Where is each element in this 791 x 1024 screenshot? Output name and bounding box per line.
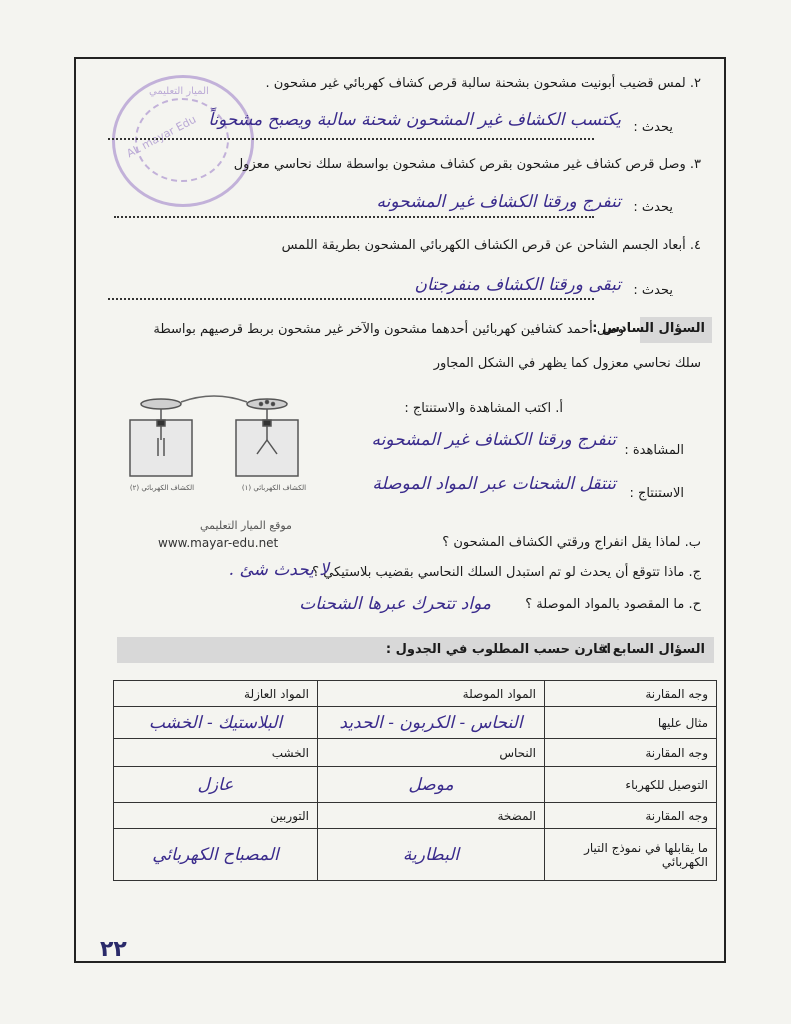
table-cell[interactable]: عازل (114, 767, 318, 803)
table-cell: النحاس (318, 739, 545, 767)
table-cell: الخشب (114, 739, 318, 767)
observation-label: المشاهدة : (624, 443, 684, 458)
electroscope-2 (130, 399, 192, 476)
answer-2[interactable]: يكتسب الكشاف غير المشحون شحنة سالبة ويصبح مشحوناً (208, 110, 621, 130)
answer-3[interactable]: تنفرج ورقتا الكشاف غير المشحونه (376, 192, 621, 212)
q6-part-d-answer[interactable]: مواد تتحرك عبرها الشحنات (299, 594, 491, 614)
table-row (114, 803, 717, 829)
copper-wire (181, 396, 247, 402)
table-row (114, 707, 717, 739)
table-cell: المواد الموصلة (318, 681, 545, 707)
table-cell[interactable]: البطارية (318, 829, 545, 881)
watermark-arabic: موقع الميار التعليمي (200, 519, 292, 532)
table-row (114, 767, 717, 803)
q6-part-c: ج. ماذا تتوقع أن يحدث لو تم استبدل السلك النحاسي بقضيب بلاستيكي ؟ (312, 565, 701, 580)
q6-text-1: وصل أحمد كشافين كهربائين أحدهما مشحون والآخر غير مشحون بربط قرصيهم بواسطة (153, 322, 624, 337)
table-row (114, 681, 717, 707)
q6-part-c-answer[interactable]: لا يحدث شئ . (228, 560, 329, 580)
svg-text:الكشاف الكهربائي (١): الكشاف الكهربائي (١) (241, 484, 306, 492)
table-row (114, 739, 717, 767)
happens-label-4: يحدث : (633, 283, 673, 298)
svg-text:الكشاف الكهربائي (٢): الكشاف الكهربائي (٢) (129, 484, 195, 492)
electroscopes-figure (124, 390, 306, 500)
q6-text-2: سلك نحاسي معزول كما يظهر في الشكل المجاور (433, 356, 701, 371)
table-cell: التوربين (114, 803, 318, 829)
q6-part-d: ح. ما المقصود بالمواد الموصلة ؟ (525, 597, 701, 612)
happens-label-3: يحدث : (633, 200, 673, 215)
table-cell: المضخة (318, 803, 545, 829)
question-4: ٤. أبعاد الجسم الشاحن عن قرص الكشاف الكهربائي المشحون بطريقة اللمس (281, 238, 701, 253)
q7-title: السؤال السابع : (603, 642, 705, 657)
comparison-table (113, 680, 717, 881)
observation-answer[interactable]: تنفرج ورقتا الكشاف غير المشحونه (371, 430, 616, 450)
page-number: ٢٢ (100, 937, 127, 962)
q6-title: السؤال السادس : (592, 321, 705, 336)
answer-4[interactable]: تبقى ورقتا الكشاف منفرجتان (414, 275, 621, 295)
q6-part-a: أ. اكتب المشاهدة والاستنتاج : (404, 401, 563, 416)
question-3: ٣. وصل قرص كشاف غير مشحون بقرص كشاف مشحون بواسطة سلك نحاسي معزول (233, 157, 701, 172)
table-cell: وجه المقارنة (545, 739, 717, 767)
happens-label-2: يحدث : (633, 120, 673, 135)
answer-line-2 (108, 138, 594, 140)
table-cell[interactable]: البلاستيك - الخشب (114, 707, 318, 739)
table-cell: المواد العازلة (114, 681, 318, 707)
answer-line-4 (108, 298, 594, 300)
table-cell[interactable]: النحاس - الكربون - الحديد (318, 707, 545, 739)
table-cell: ما يقابلها في نموذج التيار الكهربائي (545, 829, 717, 881)
table-cell[interactable]: المصباح الكهربائي (114, 829, 318, 881)
conclusion-answer[interactable]: تنتقل الشحنات عبر المواد الموصلة (372, 474, 616, 494)
q7-text: اقارن حسب المطلوب في الجدول : (385, 642, 611, 657)
watermark-url[interactable]: www.mayar-edu.net (158, 536, 279, 550)
table-cell: وجه المقارنة (545, 803, 717, 829)
conclusion-label: الاستنتاج : (629, 486, 684, 501)
answer-line-3 (114, 216, 594, 218)
q6-part-b: ب. لماذا يقل انفراج ورقتي الكشاف المشحون ؟ (442, 535, 701, 550)
question-2: ٢. لمس قضيب أبونيت مشحون بشحنة سالبة قرص كشاف كهربائي غير مشحون . (265, 76, 701, 91)
table-cell: وجه المقارنة (545, 681, 717, 707)
electroscope-1 (236, 399, 298, 476)
table-cell[interactable]: موصل (318, 767, 545, 803)
table-row (114, 829, 717, 881)
stamp-seal: AL mayar Edu الميار التعليمي (112, 75, 254, 207)
table-cell: التوصيل للكهرباء (545, 767, 717, 803)
table-cell: مثال عليها (545, 707, 717, 739)
